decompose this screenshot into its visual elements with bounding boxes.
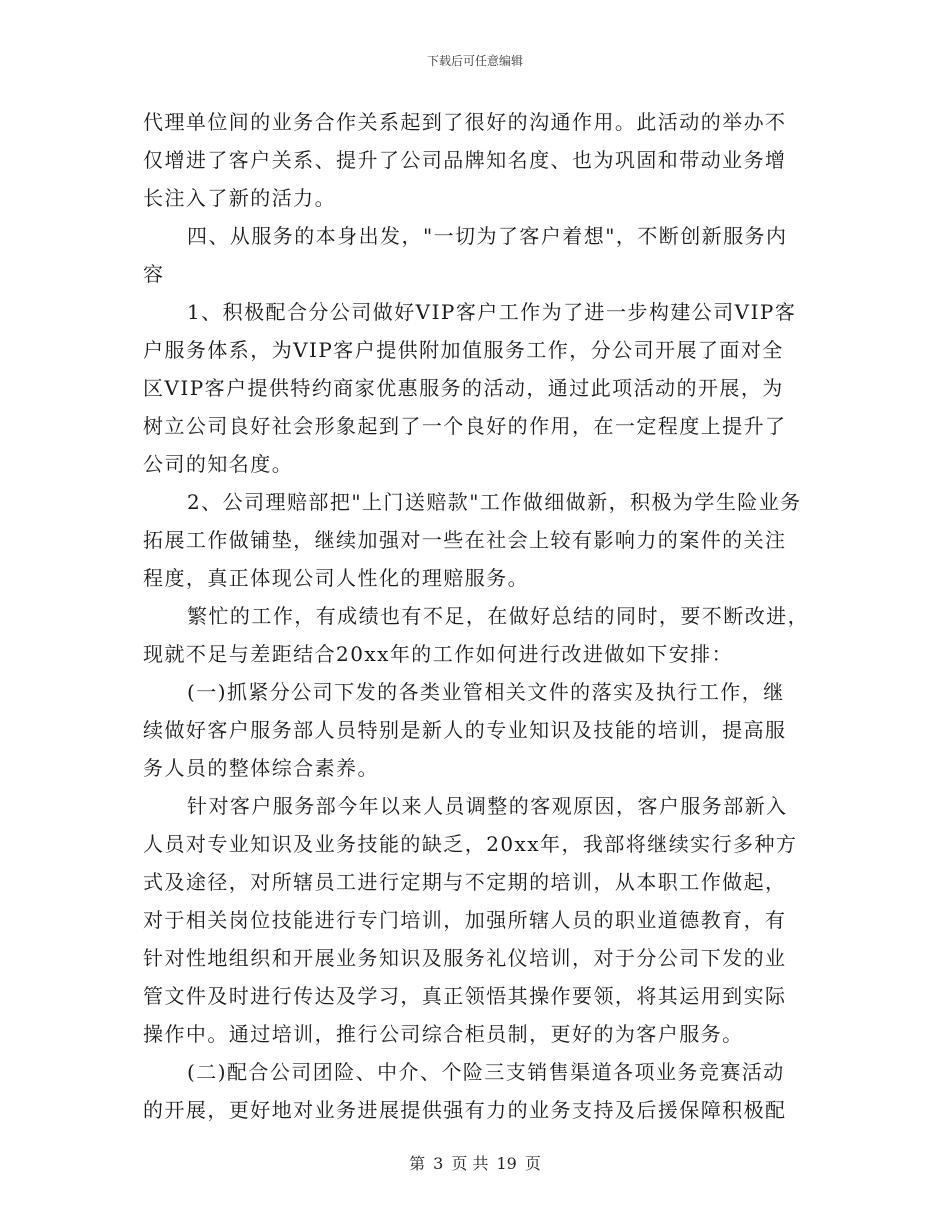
body-text-line: 现就不足与差距结合20xx年的工作如何进行改进做如下安排：: [143, 642, 734, 666]
page-header-note: 下载后可任意编辑: [426, 54, 523, 68]
body-text-line: 1、积极配合分公司做好VIP客户工作为了进一步构建公司VIP客: [187, 300, 797, 324]
body-text-line: 对于相关岗位技能进行专门培训，加强所辖人员的职业道德教育，有: [143, 908, 787, 932]
body-text-line: 式及途径，对所辖员工进行定期与不定期的培训，从本职工作做起，: [143, 870, 787, 894]
footer-total-pages: 19: [496, 1154, 517, 1173]
footer-prefix: 第: [409, 1154, 426, 1173]
footer-suffix: 页: [524, 1154, 541, 1173]
body-text-line: 务人员的整体综合素养。: [143, 756, 379, 780]
body-text-line: 针对客户服务部今年以来人员调整的客观原因，客户服务部新入: [187, 794, 788, 818]
body-text-line: 仅增进了客户关系、提升了公司品牌知名度、也为巩固和带动业务增: [143, 148, 787, 172]
body-text-line: 四、从服务的本身出发，"一切为了客户着想"，不断创新服务内: [187, 224, 788, 248]
body-text-line: 繁忙的工作，有成绩也有不足，在做好总结的同时，要不断改进，: [187, 604, 810, 628]
footer-page-number: 3: [433, 1154, 444, 1173]
body-text-line: (二)配合公司团险、中介、个险三支销售渠道各项业务竞赛活动: [187, 1060, 785, 1084]
body-text-line: 程度，真正体现公司人性化的理赔服务。: [143, 566, 530, 590]
body-text-line: 的开展，更好地对业务进展提供强有力的业务支持及后援保障积极配: [143, 1098, 787, 1122]
body-text-line: 树立公司良好社会形象起到了一个良好的作用，在一定程度上提升了: [143, 414, 787, 438]
body-text-line: 管文件及时进行传达及学习，真正领悟其操作要领，将其运用到实际: [143, 984, 787, 1008]
body-text-line: 操作中。通过培训，推行公司综合柜员制，更好的为客户服务。: [143, 1022, 744, 1046]
body-text-line: 2、公司理赔部把"上门送赔款"工作做细做新，积极为学生险业务: [187, 490, 802, 514]
document-body: [143, 103, 811, 1129]
body-text-line: 容: [143, 262, 165, 286]
body-text-line: (一)抓紧分公司下发的各类业管相关文件的落实及执行工作，继: [187, 680, 785, 704]
body-text-line: 户服务体系，为VIP客户提供附加值服务工作，分公司开展了面对全: [143, 338, 784, 362]
body-text-line: 区VIP客户提供特约商家优惠服务的活动，通过此项活动的开展，为: [143, 376, 784, 400]
body-text-line: 针对性地组织和开展业务知识及服务礼仪培训，对于分公司下发的业: [143, 946, 787, 970]
footer-middle: 页 共: [451, 1154, 489, 1173]
body-text-line: 公司的知名度。: [143, 452, 294, 476]
body-text-line: 续做好客户服务部人员特别是新人的专业知识及技能的培训，提高服: [143, 718, 787, 742]
body-text-line: 拓展工作做铺垫，继续加强对一些在社会上较有影响力的案件的关注: [143, 528, 787, 552]
page-footer: [0, 1153, 950, 1175]
body-text-line: 人员对专业知识及业务技能的缺乏，20xx年，我部将继续实行多种方: [143, 832, 798, 856]
body-text-line: 长注入了新的活力。: [143, 186, 337, 210]
body-text-line: 代理单位间的业务合作关系起到了很好的沟通作用。此活动的举办不: [143, 110, 787, 134]
